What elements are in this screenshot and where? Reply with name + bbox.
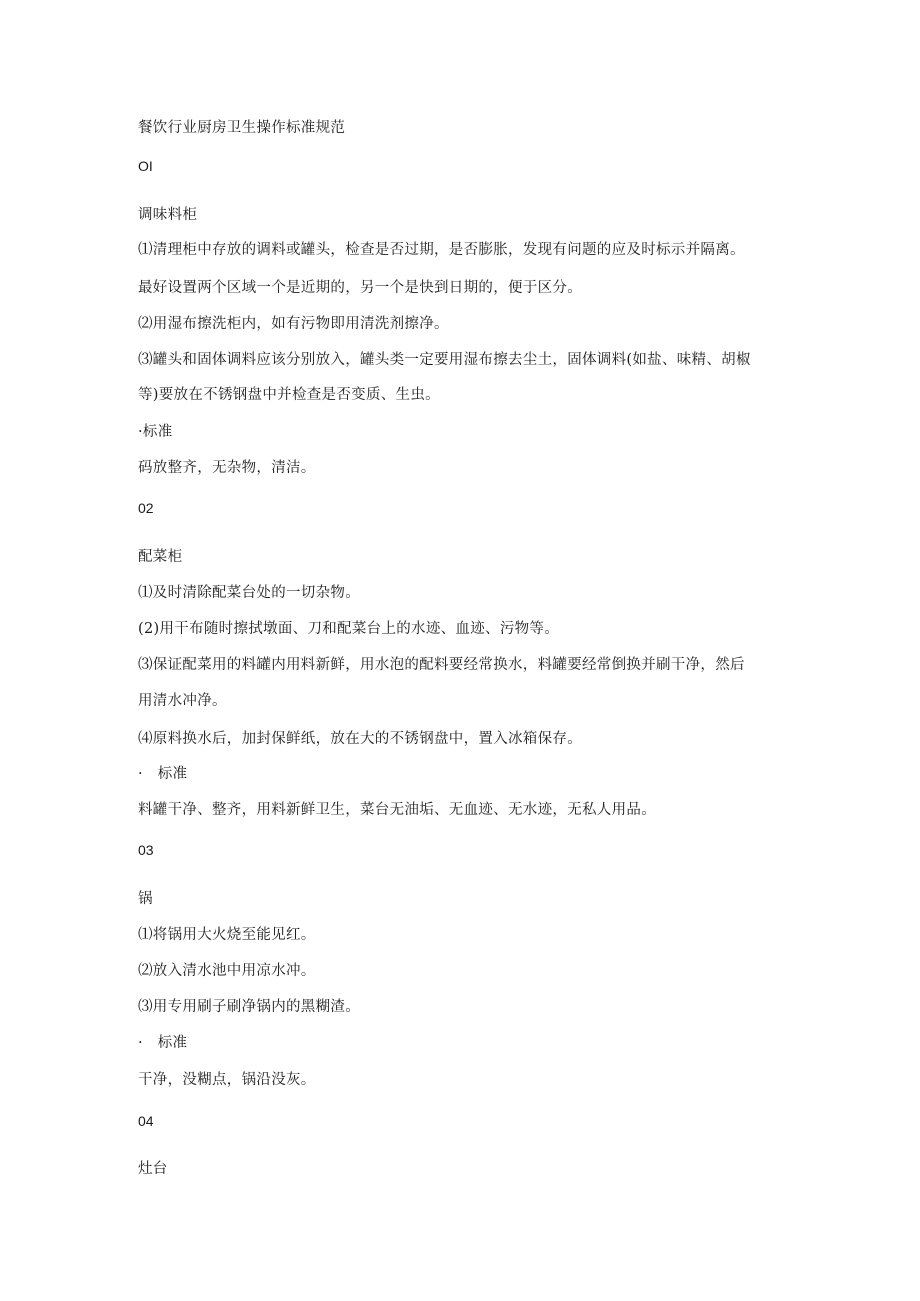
standard-label: · 标准 — [138, 766, 188, 782]
paragraph-line: ⑷原料换水后，加封保鲜纸，放在大的不锈钢盘中，置入冰箱保存。 — [138, 731, 582, 747]
paragraph-line: 等)要放在不锈钢盘中并检查是否变质、生虫。 — [138, 387, 440, 403]
section-heading: 灶台 — [138, 1161, 168, 1177]
section-number: 04 — [138, 1113, 154, 1129]
document-title: 餐饮行业厨房卫生操作标准规范 — [138, 120, 346, 136]
section-heading: 配菜柜 — [138, 549, 183, 565]
paragraph-line: ⑶保证配菜用的料罐内用料新鲜，用水泡的配料要经常换水，料罐要经常倒换并刷干净，然后 — [138, 657, 745, 673]
standard-label: · 标准 — [138, 1035, 188, 1051]
paragraph-line: ⑵用湿布擦洗柜内，如有污物即用清洗剂擦净。 — [138, 316, 449, 332]
paragraph-line: ⑴及时清除配菜台处的一切杂物。 — [138, 585, 360, 601]
standard-text: 干净，没糊点，锅沿没灰。 — [138, 1072, 316, 1088]
paragraph-line: ⑶用专用刷子刷净锅内的黑糊渣。 — [138, 999, 360, 1015]
paragraph-line: 最好设置两个区域一个是近期的，另一个是快到日期的，便于区分。 — [138, 280, 582, 296]
section-number: OI — [138, 158, 153, 174]
section-heading: 锅 — [138, 891, 153, 907]
standard-label: ·标准 — [138, 424, 173, 440]
standard-text: 料罐干净、整齐，用料新鲜卫生，菜台无油垢、无血迹、无水迹，无私人用品。 — [138, 802, 656, 818]
paragraph-line: ⑴清理柜中存放的调料或罐头，检查是否过期，是否膨胀，发现有问题的应及时标示并隔离。 — [138, 242, 745, 258]
paragraph-line: 用清水冲净。 — [138, 693, 227, 709]
section-number: 02 — [138, 500, 154, 516]
section-number: 03 — [138, 842, 154, 858]
paragraph-line: ⑶罐头和固体调料应该分别放入，罐头类一定要用湿布擦去尘土，固体调料(如盐、味精、胡椒 — [138, 352, 751, 368]
paragraph-line: ⑵放入清水池中用凉水冲。 — [138, 963, 316, 979]
paragraph-line: (2)用干布随时擦拭墩面、刀和配菜台上的水迹、血迹、污物等。 — [138, 621, 560, 637]
standard-text: 码放整齐，无杂物，清洁。 — [138, 460, 316, 476]
section-heading: 调味料柜 — [138, 207, 198, 223]
paragraph-line: ⑴将锅用大火烧至能见红。 — [138, 927, 316, 943]
